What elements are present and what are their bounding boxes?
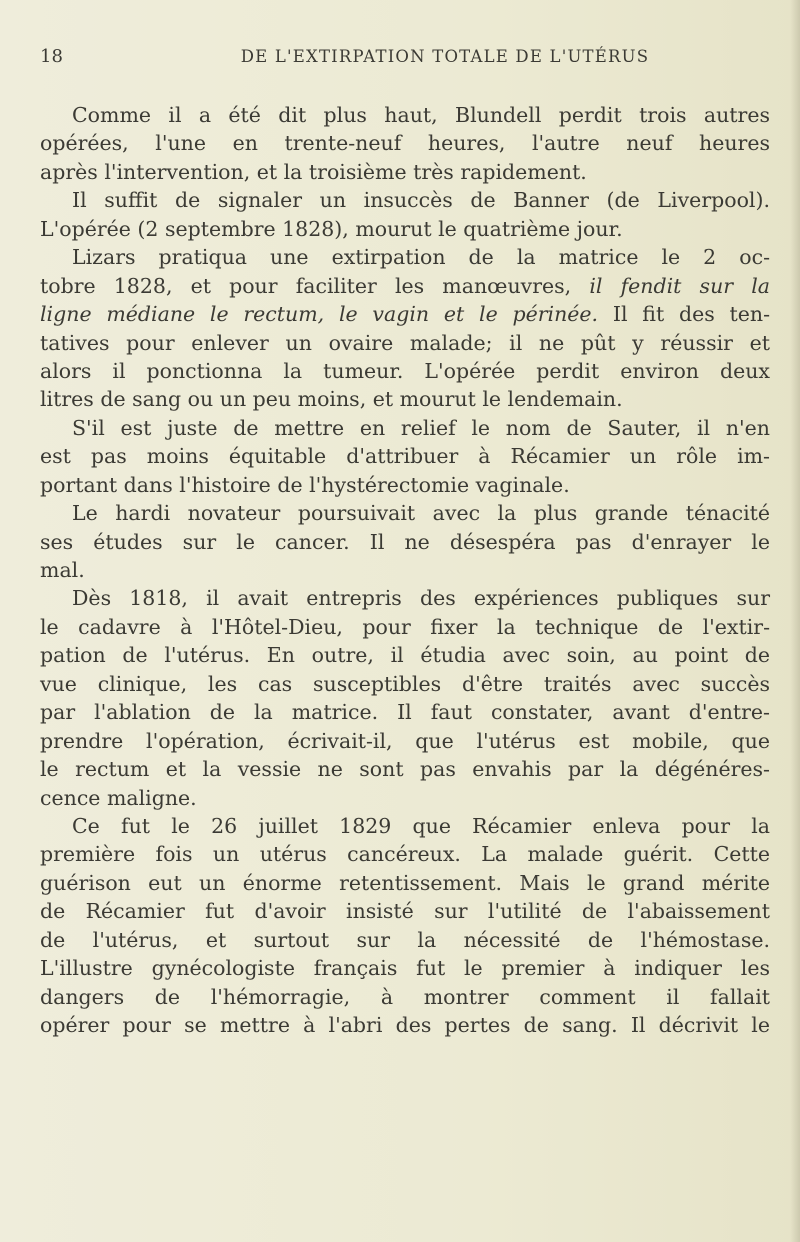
body-text xyxy=(40,101,770,1039)
running-title: DE L'EXTIRPATION TOTALE DE L'UTÉRUS xyxy=(240,47,650,66)
text-line: par l'ablation de la matrice. Il faut constater, avant d'entre- xyxy=(40,700,770,725)
page-header xyxy=(40,46,770,70)
text-line: alors il ponctionna la tumeur. L'opérée perdit environ deux xyxy=(40,358,770,383)
text-line: opérées, l'une en trente-neuf heures, l'autre neuf heures xyxy=(40,131,770,156)
italic-text: il fendit sur la xyxy=(589,273,770,298)
italic-text: ligne médiane le rectum, le vagin et le périnée. xyxy=(40,302,599,327)
text-line: tobre 1828, et pour faciliter les manœuvres, il fendit sur la xyxy=(40,273,770,298)
text-line: Le hardi novateur poursuivait avec la plus grande ténacité xyxy=(72,501,770,526)
text-line: tatives pour enlever un ovaire malade; il ne pût y réussir et xyxy=(40,330,770,355)
text-line: Lizars pratiqua une extirpation de la matrice le 2 oc- xyxy=(72,245,770,270)
text-line: Comme il a été dit plus haut, Blundell perdit trois autres xyxy=(72,103,770,127)
text-line: après l'intervention, et la troisième très rapidement. xyxy=(40,159,587,184)
text-line: guérison eut un énorme retentissement. Mais le grand mérite xyxy=(40,870,770,895)
page-number: 18 xyxy=(40,46,63,67)
text-line: Il suffit de signaler un insuccès de Banner (de Liverpool). xyxy=(72,188,770,213)
text-line: L'opérée (2 septembre 1828), mourut le quatrième jour. xyxy=(40,216,623,241)
text-line: de l'utérus, et surtout sur la nécessité de l'hémostase. xyxy=(40,927,770,952)
text-line: le rectum et la vessie ne sont pas envahis par la dégénéres- xyxy=(40,757,770,782)
text-line: litres de sang ou un peu moins, et mourut le lendemain. xyxy=(40,387,623,412)
text-line: ses études sur le cancer. Il ne désespéra pas d'enrayer le xyxy=(40,529,770,554)
text-line: de Récamier fut d'avoir insisté sur l'utilité de l'abaissement xyxy=(40,899,770,924)
text-line: portant dans l'histoire de l'hystérectomie vaginale. xyxy=(40,472,570,497)
text-line: prendre l'opération, écrivait-il, que l'utérus est mobile, que xyxy=(40,728,770,753)
text-line: pation de l'utérus. En outre, il étudia avec soin, au point de xyxy=(40,643,770,668)
text-line: cence maligne. xyxy=(40,785,197,810)
text-line: S'il est juste de mettre en relief le nom de Sauter, il n'en xyxy=(72,415,770,440)
text-line: Dès 1818, il avait entrepris des expériences publiques sur xyxy=(72,586,770,611)
text-line: mal. xyxy=(40,558,85,582)
text-line: vue clinique, les cas susceptibles d'être traités avec succès xyxy=(40,671,770,696)
text-line: L'illustre gynécologiste français fut le premier à indiquer les xyxy=(40,956,770,981)
text-line: ligne médiane le rectum, le vagin et le périnée. Il fit des ten- xyxy=(40,302,771,327)
text-line: est pas moins équitable d'attribuer à Récamier un rôle im- xyxy=(40,444,770,469)
page-edge-shadow xyxy=(790,0,800,1242)
text-line: Ce fut le 26 juillet 1829 que Récamier enleva pour la xyxy=(72,813,770,838)
text-line: le cadavre à l'Hôtel-Dieu, pour fixer la technique de l'extir- xyxy=(40,614,770,639)
text-line: première fois un utérus cancéreux. La malade guérit. Cette xyxy=(40,842,770,867)
text-line: opérer pour se mettre à l'abri des pertes de sang. Il décrivit le xyxy=(40,1013,770,1037)
text-line: dangers de l'hémorragie, à montrer comment il fallait xyxy=(40,984,770,1009)
